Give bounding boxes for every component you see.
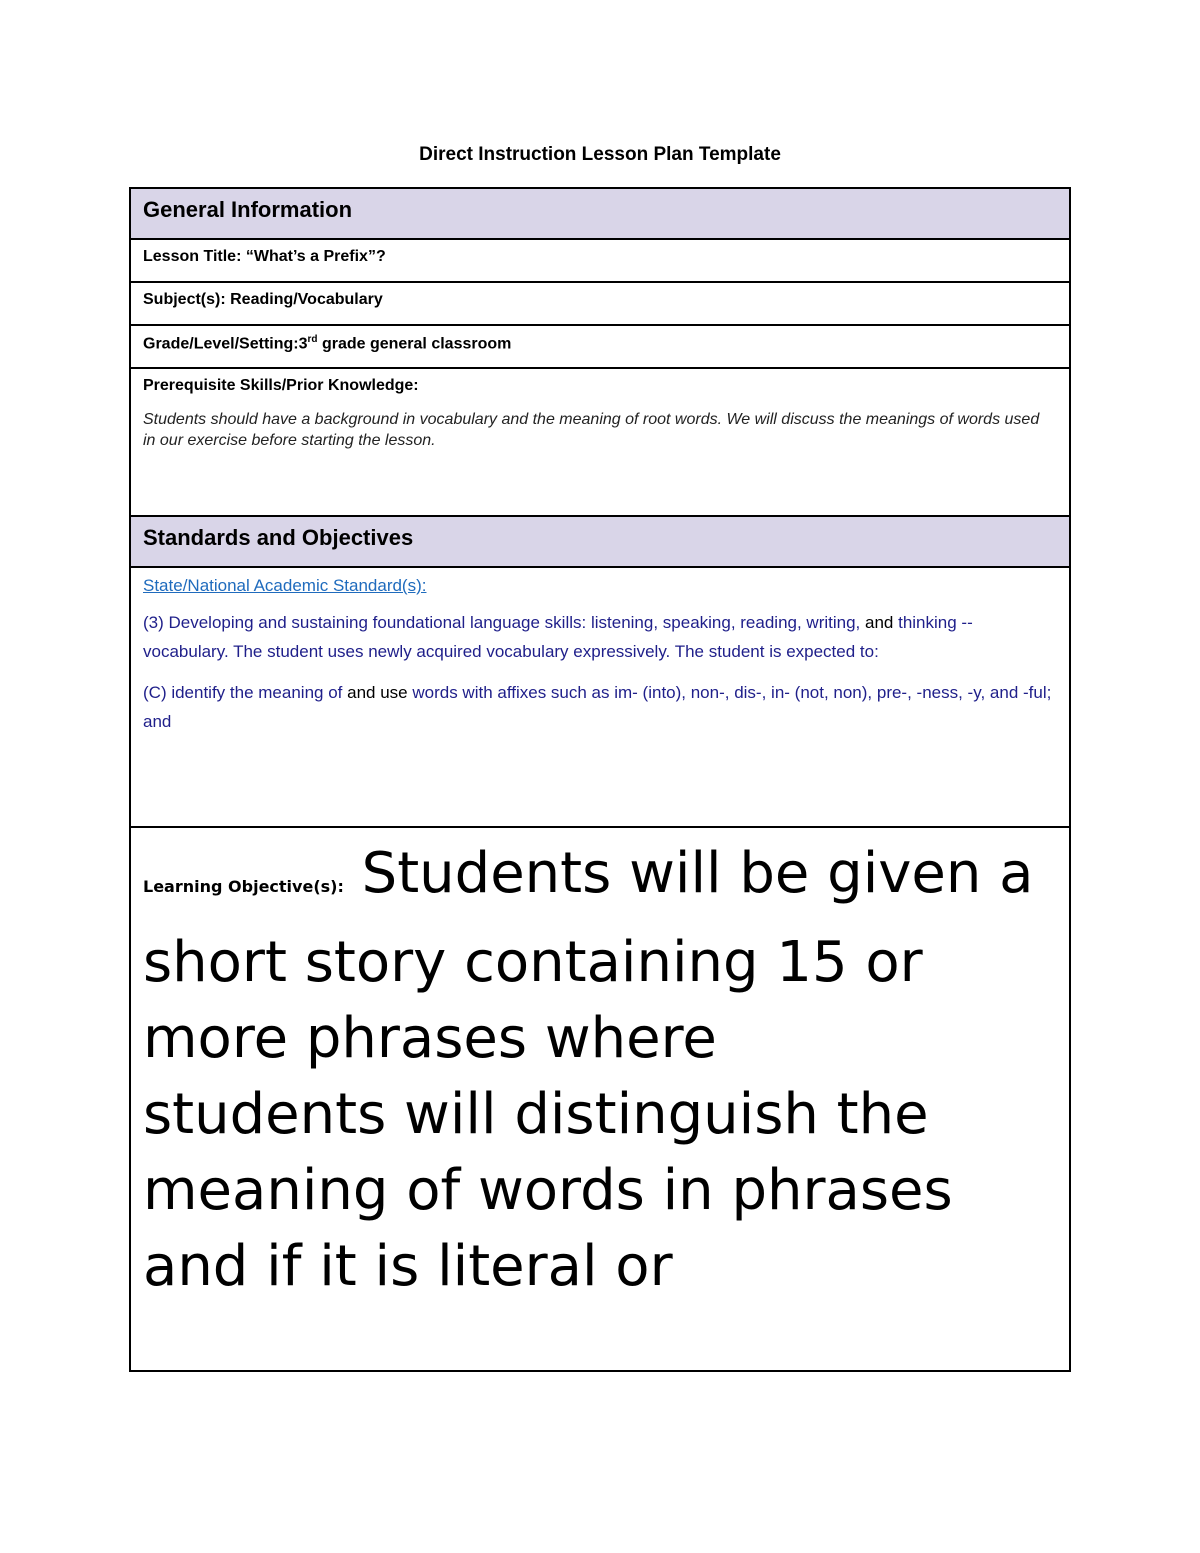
grade-suffix: grade general classroom [317,335,512,353]
standard-3-text-c: thinking --vocabulary. The student uses newly acquired vocabulary expressively. The student is expected to: [143,613,973,661]
grade-ordinal: rd [307,334,318,345]
grade-level-row [130,325,1070,368]
standard-3-text-b: and [860,613,899,632]
learning-objective-paragraph-2: students will distinguish the meaning of words in phrases and if it is literal or [143,1082,953,1299]
prerequisite-row [130,368,1070,516]
subjects: Subject(s): Reading/Vocabulary [130,282,1070,325]
standard-c-text-c: words with affixes such as im- (into), non-, dis-, in- (not, non), pre-, -ness, -y, and -ful; and [143,683,1052,731]
standards-cell [130,567,1070,827]
grade-level-setting [130,325,1070,368]
lesson-plan-table [129,187,1071,1372]
standard-3-text-a: (3) Developing and sustaining foundational language skills: listening, speaking, reading, writing, [143,613,861,632]
learning-objective-text-1: Students will be given a short story containing 15 or more phrases where [143,841,1034,1071]
learning-objective-label: Learning Objective(s): [143,877,344,896]
standards-heading: Standards and Objectives [130,516,1070,567]
lesson-title-row [130,239,1070,282]
prerequisite-label: Prerequisite Skills/Prior Knowledge: [143,377,419,394]
learning-objective-cell [130,827,1070,1371]
academic-standards-link[interactable]: State/National Academic Standard(s): [143,576,427,595]
lesson-title: Lesson Title: “What’s a Prefix”? [130,239,1070,282]
document-title: Direct Instruction Lesson Plan Template [419,144,781,165]
standards-header-row [130,516,1070,567]
standards-row [130,567,1070,827]
standard-paragraph-c [143,678,1057,736]
general-information-heading: General Information [130,188,1070,239]
prerequisite-text: Students should have a background in vocabulary and the meaning of root words. We will discuss the meanings of words used in our exercise before starting the lesson. [143,411,1040,449]
learning-objective-row [130,827,1070,1371]
standard-paragraph-3 [143,608,1057,666]
learning-objective-content [143,836,1057,1364]
learning-objective-paragraph-1 [143,836,1057,1077]
standard-c-text-b: and use [342,683,413,702]
grade-prefix: Grade/Level/Setting:3 [143,335,308,353]
subjects-row [130,282,1070,325]
standard-c-text-a: (C) identify the meaning of [143,683,343,702]
prerequisite-cell [130,368,1070,516]
general-information-header-row [130,188,1070,239]
